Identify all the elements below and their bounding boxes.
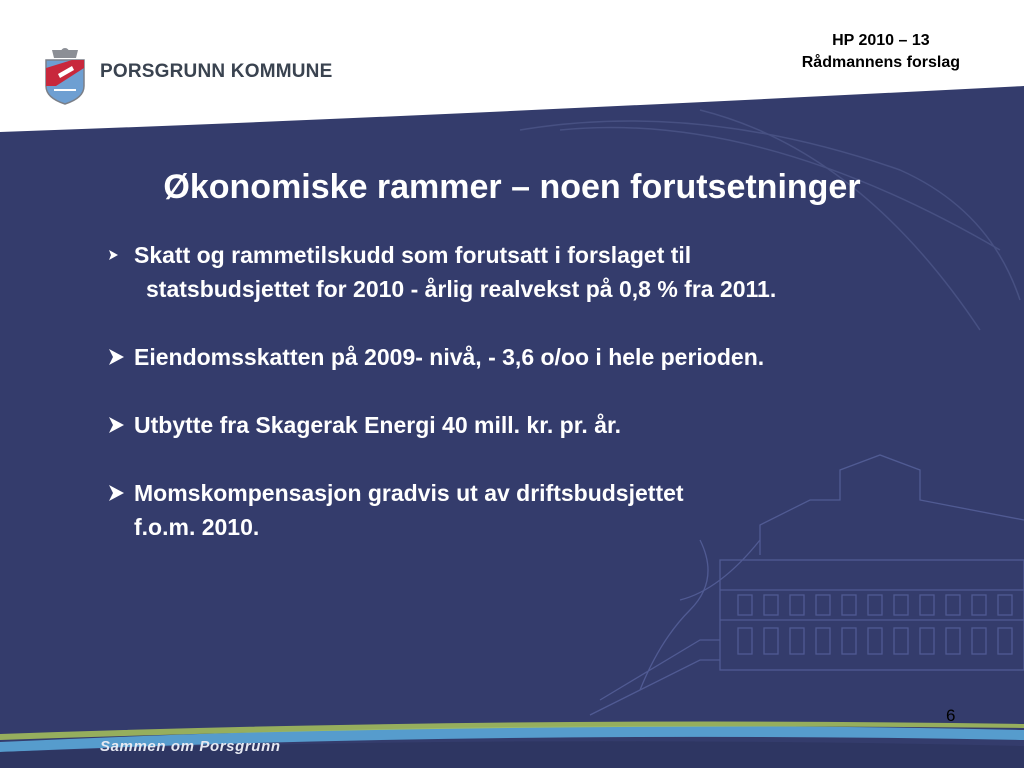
coat-of-arms-icon [42, 46, 88, 106]
footer-slogan: Sammen om Porsgrunn [100, 738, 281, 755]
bullet-text-continued: f.o.m. 2010. [134, 514, 260, 540]
bullet-item [104, 476, 964, 544]
slide-title: Økonomiske rammer – noen forutsetninger [163, 168, 861, 206]
document-header [802, 30, 960, 74]
document-subtitle: Rådmannens forslag [801, 54, 960, 71]
arrow-bullet-icon [106, 238, 122, 272]
arrow-bullet-icon [106, 408, 128, 442]
document-title: HP 2010 – 13 [832, 32, 930, 49]
bullet-text: Momskompensasjon gradvis ut av driftsbudsjettet [134, 480, 684, 506]
bullet-text-continued: statsbudsjettet for 2010 - årlig realvekst på 0,8 % fra 2011. [146, 276, 777, 302]
bullet-text: Skatt og rammetilskudd som forutsatt i forslaget til [134, 242, 692, 268]
page-number: 6 [946, 706, 956, 725]
organization-logo[interactable] [42, 46, 342, 106]
bullet-item [104, 238, 964, 306]
bullet-text: Eiendomsskatten på 2009- nivå, - 3,6 o/oo i hele perioden. [134, 344, 765, 370]
bullet-text: Utbytte fra Skagerak Energi 40 mill. kr. pr. år. [134, 412, 622, 438]
arrow-bullet-icon [106, 476, 128, 510]
bullet-list [104, 238, 964, 544]
arrow-bullet-icon [106, 340, 128, 374]
organization-name: PORSGRUNN KOMMUNE [100, 61, 333, 82]
bullet-item [104, 408, 964, 442]
bullet-item [104, 340, 964, 374]
